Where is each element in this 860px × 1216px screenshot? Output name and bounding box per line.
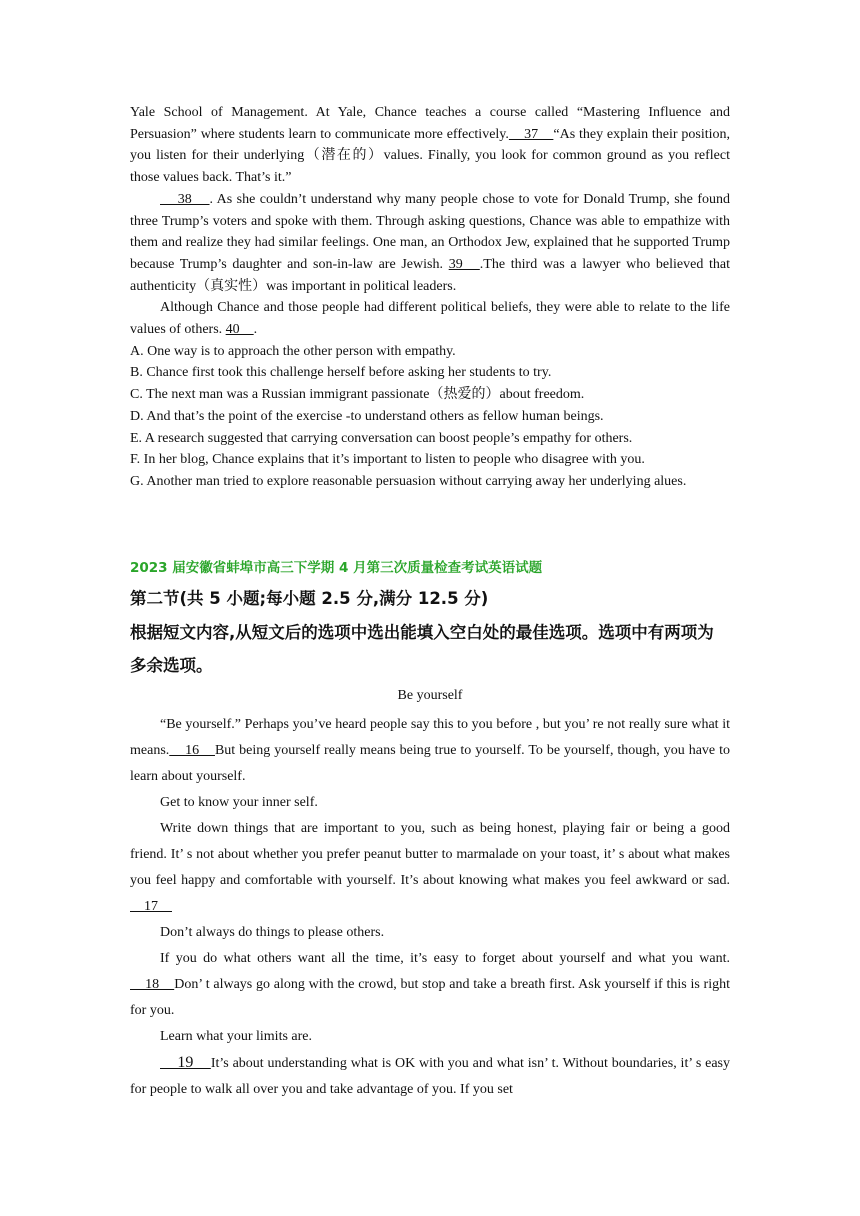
blank-37[interactable]: 37	[508, 126, 554, 142]
blank-19[interactable]: 19	[160, 1054, 211, 1071]
passage-two-paragraph-4: 19 It’s about understanding what is OK with you and what isn’ t. Without boundaries, it’ s easy for people to walk all over you and take advantage of you. If you set	[130, 1054, 730, 1097]
blank-18[interactable]: 18	[130, 977, 175, 992]
passage-two	[130, 712, 730, 1103]
subheading-limits: Learn what your limits are.	[160, 1029, 313, 1044]
exam-source-title: 2023 届安徽省蚌埠市高三下学期 4 月第三次质量检查考试英语试题	[130, 560, 543, 576]
passage-one-paragraph-2: 38 . As she couldn’t understand why many people chose to vote for Donald Trump, she found three Trump’s voters and spoke with them. Through asking questions, Chance was able to empathize with them and realize they had similar feelings. One man, an Orthodox Jew, explained that he supported Trump because Trump’s daughter and son-in-law are Jewish. 39 .The third was a lawyer who believed that authenticity（真实性）was important in political leaders.	[130, 191, 731, 294]
option-e: E. A research suggested that carrying conversation can boost people’s empathy for others.	[130, 430, 633, 446]
passage-one	[130, 102, 730, 493]
blank-40[interactable]: 40	[225, 322, 254, 338]
passage-two-paragraph-2: Write down things that are important to you, such as being honest, playing fair or being a good friend. It’ s not about whether you prefer peanut butter to marmalade on your toast, it’ s about what makes you feel happy and comfortable with yourself. It’s about knowing what makes you feel awkward or sad. 17	[130, 821, 730, 914]
blank-16[interactable]: 16	[169, 743, 215, 758]
option-f: F. In her blog, Chance explains that it’s important to listen to people who disagree with you.	[130, 452, 645, 468]
passage-one-paragraph-1: Yale School of Management. At Yale, Chance teaches a course called “Mastering Influence and Persuasion” where students learn to communicate more effectively. 37 “As they explain their position, you listen for their underlying（潜在的）values. Finally, you look for common ground as you reflect those values back. That’s it.”	[130, 105, 730, 186]
option-c: C. The next man was a Russian immigrant passionate（热爱的）about freedom.	[130, 387, 585, 403]
passage-one-paragraph-3: Although Chance and those people had different political beliefs, they were able to relate to the life values of others. 40 .	[130, 300, 730, 338]
subheading-please-others: Don’t always do things to please others.	[160, 925, 385, 940]
option-d: D. And that’s the point of the exercise -to understand others as fellow human beings.	[130, 408, 604, 424]
option-b: B. Chance first took this challenge herself before asking her students to try.	[130, 365, 552, 381]
option-g: G. Another man tried to explore reasonable persuasion without carrying away her underlying alues.	[130, 473, 687, 489]
option-a: A. One way is to approach the other person with empathy.	[130, 343, 456, 359]
passage-two-paragraph-3: If you do what others want all the time, it’s easy to forget about yourself and what you want. 18 Don’ t always go along with the crowd, but stop and take a breath first. Ask yourself if this is right for you.	[130, 951, 731, 1018]
instructions: 根据短文内容,从短文后的选项中选出能填入空白处的最佳选项。选项中有两项为多余选项。	[130, 623, 714, 675]
blank-38[interactable]: 38	[160, 191, 210, 207]
blank-39[interactable]: 39	[448, 256, 480, 272]
passage-title: Be yourself	[397, 688, 463, 703]
section-heading: 第二节(共 5 小题;每小题 2.5 分,满分 12.5 分)	[130, 589, 489, 608]
subheading-inner-self: Get to know your inner self.	[160, 795, 318, 810]
blank-17[interactable]: 17	[130, 899, 172, 914]
passage-two-paragraph-1: “Be yourself.” Perhaps you’ve heard people say this to you before , but you’ re not really sure what it means. 16 But being yourself really means being true to yourself. To be yourself, though, you have to learn about yourself.	[130, 717, 730, 784]
